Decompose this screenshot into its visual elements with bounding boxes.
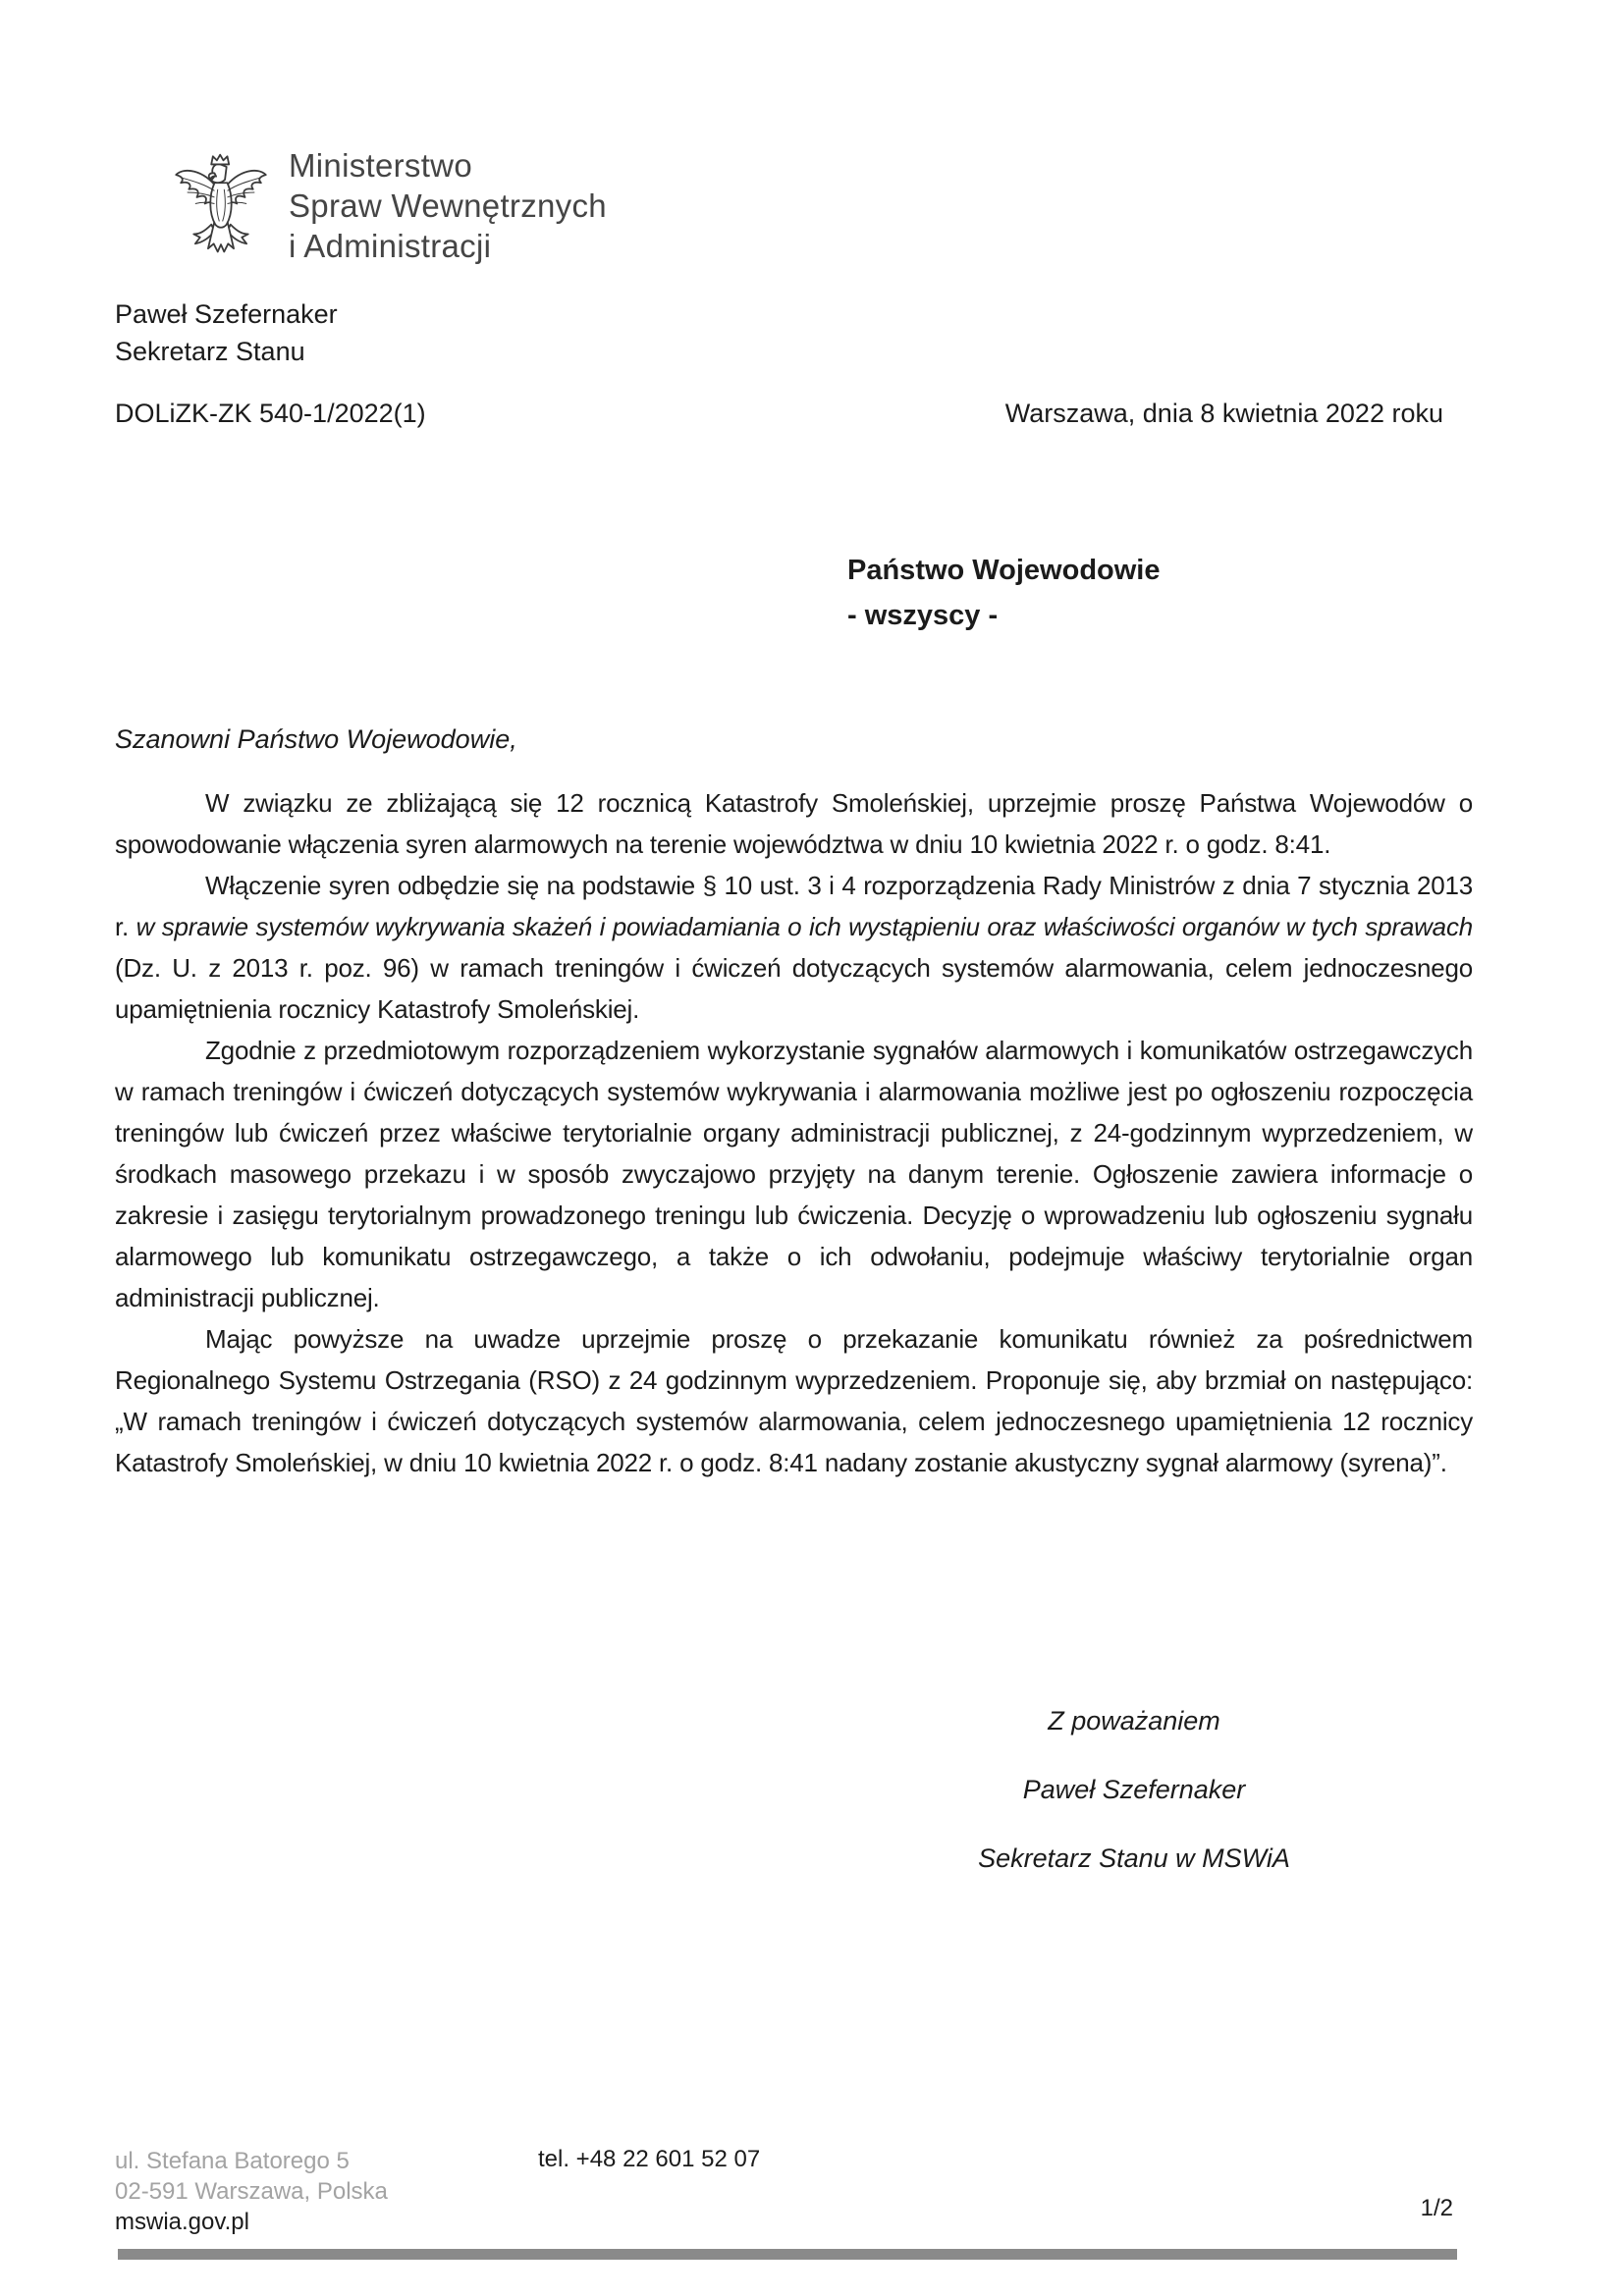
page-number: 1/2 (1420, 2195, 1453, 2221)
footer-divider-bar (118, 2249, 1457, 2260)
footer-address-block (115, 2146, 388, 2237)
polish-eagle-icon (173, 151, 269, 269)
footer-address-line2: 02-591 Warszawa, Polska (115, 2178, 388, 2205)
addressee-line1: Państwo Wojewodowie (847, 555, 1161, 586)
signature-title: Sekretarz Stanu w MSWiA (978, 1843, 1290, 1873)
footer-phone: tel. +48 22 601 52 07 (538, 2146, 761, 2172)
addressee-line2: - wszyscy - (847, 600, 999, 631)
paragraph-2-lead: Włączenie syren odbędzie się na podstawie § 10 ust. 3 i 4 rozporządzenia Rady Ministrów z dnia 7 stycznia 2013 r. (115, 871, 1473, 941)
footer-website: mswia.gov.pl (115, 2209, 249, 2235)
sender-title: Sekretarz Stanu (115, 337, 305, 366)
letter-body (115, 782, 1473, 1483)
signature-name: Paweł Szefernaker (1022, 1775, 1246, 1804)
paragraph-4: Mając powyższe na uwadze uprzejmie proszę o przekazanie komunikatu również za pośrednictwem Regionalnego Systemu Ostrzegania (RSO) z 24 godzinnym wyprzedzeniem. Proponuje się, aby brzmiał on następująco: „W ramach treningów i ćwiczeń dotyczących systemów alarmowania, celem jednoczesnego upamiętnienia 12 rocznicy Katastrofy Smoleńskiej, w dniu 10 kwietnia 2022 r. o godz. 8:41 nadany zostanie akustyczny sygnał alarmowy (syrena)”. (115, 1324, 1473, 1477)
ministry-name-line1: Ministerstwo (289, 147, 472, 184)
paragraph-2-tail: (Dz. U. z 2013 r. poz. 96) w ramach treningów i ćwiczeń dotyczących systemów alarmowania, celem jednoczesnego upamiętnienia rocznicy Katastrofy Smoleńskiej. (115, 953, 1473, 1024)
footer-address-line1: ul. Stefana Batorego 5 (115, 2148, 350, 2174)
ministry-name-line3: i Administracji (289, 228, 492, 264)
ministry-name (289, 145, 607, 266)
reference-number: DOLiZK-ZK 540-1/2022(1) (115, 399, 426, 428)
place-and-date: Warszawa, dnia 8 kwietnia 2022 roku (1004, 399, 1443, 428)
ministry-logo (173, 145, 607, 269)
signature-closing: Z poważaniem (1048, 1706, 1220, 1735)
addressee-block (847, 548, 1161, 638)
paragraph-3: Zgodnie z przedmiotowym rozporządzeniem wykorzystanie sygnałów alarmowych i komunikatów ostrzegawczych w ramach treningów i ćwiczeń dotyczących systemów wykrywania i alarmowania możliwe jest po ogłoszeniu rozpoczęcia treningów lub ćwiczeń przez właściwe terytorialnie organy administracji publicznej, z 24-godzinnym wyprzedzeniem, w środkach masowego przekazu i w sposób zwyczajowo przyjęty na danym terenie. Ogłoszenie zawiera informacje o zakresie i zasięgu terytorialnym prowadzonego treningu lub ćwiczenia. Decyzję o wprowadzeniu lub ogłoszeniu sygnału alarmowego lub komunikatu ostrzegawczego, a także o ich odwołaniu, podejmuje właściwy terytorialnie organ administracji publicznej. (115, 1036, 1473, 1312)
sender-block (115, 295, 338, 370)
sender-name: Paweł Szefernaker (115, 299, 338, 329)
ministry-name-line2: Spraw Wewnętrznych (289, 187, 607, 224)
salutation: Szanowni Państwo Wojewodowie, (115, 724, 517, 754)
signature-block (889, 1704, 1380, 1910)
paragraph-2 (115, 865, 1473, 1030)
paragraph-1: W związku ze zbliżającą się 12 rocznicą Katastrofy Smoleńskiej, uprzejmie proszę Państwa Wojewodów o spowodowanie włączenia syren alarmowych na terenie województwa w dniu 10 kwietnia 2022 r. o godz. 8:41. (115, 788, 1473, 859)
regulation-title: w sprawie systemów wykrywania skażeń i powiadamiania o ich wystąpieniu oraz właściwości organów w tych sprawach (135, 912, 1473, 941)
